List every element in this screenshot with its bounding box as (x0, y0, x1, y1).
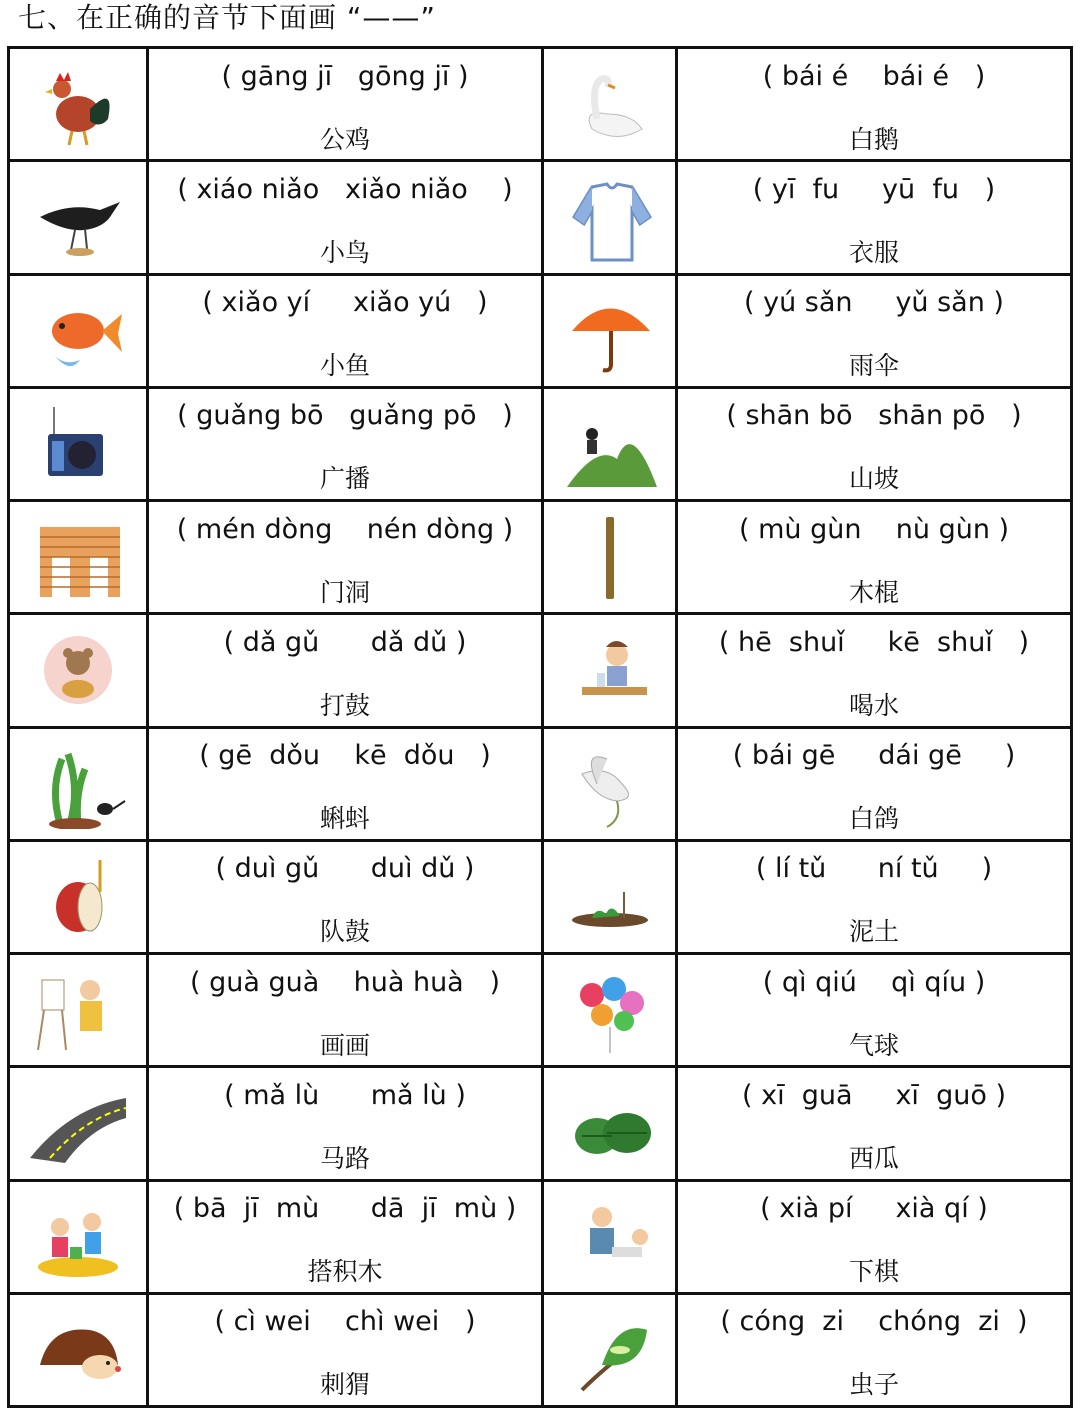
pinyin-options[interactable]: ( cì wei chì wei ) (214, 1306, 476, 1338)
soil-icon (562, 852, 658, 942)
archway-icon (30, 512, 126, 602)
answer-cell (677, 1067, 1072, 1180)
pinyin-options[interactable]: ( qì qiú qì qíu ) (762, 966, 986, 998)
bird-icon (30, 172, 126, 262)
pinyin-options[interactable]: ( gē dǒu kē dǒu ) (199, 740, 491, 772)
hanzi-word: 打鼓 (319, 690, 370, 720)
pinyin-options[interactable]: ( yī fu yū fu ) (752, 173, 996, 205)
pinyin-options[interactable]: ( mù gùn nù gùn ) (738, 513, 1010, 545)
picture-cell (543, 48, 677, 161)
picture-cell (9, 274, 148, 387)
table-row (9, 727, 1072, 840)
answer-cell (677, 1293, 1072, 1406)
picture-cell (543, 1180, 677, 1293)
picture-cell (9, 1293, 148, 1406)
pinyin-options[interactable]: ( xiǎo yí xiǎo yú ) (202, 287, 488, 319)
hanzi-word: 衣服 (848, 237, 899, 267)
hanzi-word: 泥土 (848, 917, 899, 947)
pinyin-options[interactable]: ( bā jī mù dā jī mù ) (173, 1193, 517, 1225)
table-row (9, 1293, 1072, 1406)
pinyin-options[interactable]: ( shān bō shān pō ) (726, 400, 1022, 432)
picture-cell (9, 387, 148, 500)
hanzi-word: 马路 (319, 1143, 370, 1173)
umbrella-icon (562, 286, 658, 376)
answer-cell (148, 161, 543, 274)
balloons-icon (562, 965, 658, 1055)
answer-cell (148, 48, 543, 161)
answer-cell (148, 954, 543, 1067)
road-icon (30, 1078, 126, 1168)
answer-cell (148, 1293, 543, 1406)
table-row (9, 1180, 1072, 1293)
hanzi-word: 木棍 (848, 577, 899, 607)
table-row (9, 840, 1072, 953)
pinyin-options[interactable]: ( duì gǔ duì dǔ ) (215, 853, 475, 885)
picture-cell (543, 614, 677, 727)
hanzi-word: 蝌蚪 (319, 804, 370, 834)
picture-cell (543, 1067, 677, 1180)
picture-cell (543, 1293, 677, 1406)
answer-cell (677, 614, 1072, 727)
hanzi-word: 公鸡 (319, 124, 370, 154)
picture-cell (543, 274, 677, 387)
boy-drinking-icon (562, 625, 658, 715)
hanzi-word: 队鼓 (319, 917, 370, 947)
pinyin-options[interactable]: ( gāng jī gōng jī ) (221, 60, 469, 92)
shirt-icon (562, 172, 658, 262)
answer-cell (677, 954, 1072, 1067)
watermelon-icon (562, 1078, 658, 1168)
answer-cell (677, 48, 1072, 161)
hanzi-word: 白鸽 (848, 804, 899, 834)
bear-drum-icon (30, 625, 126, 715)
table-row (9, 387, 1072, 500)
answer-cell (148, 1180, 543, 1293)
hanzi-word: 广播 (319, 464, 370, 494)
hanzi-word: 画画 (319, 1030, 370, 1060)
answer-cell (677, 274, 1072, 387)
hanzi-word: 白鹅 (848, 124, 899, 154)
pinyin-options[interactable]: ( xià pí xià qí ) (760, 1193, 988, 1225)
worksheet-heading: 七、在正确的音节下面画 “——” (18, 1, 436, 34)
picture-cell (9, 840, 148, 953)
picture-cell (9, 727, 148, 840)
answer-cell (148, 727, 543, 840)
answer-cell (148, 387, 543, 500)
hanzi-word: 西瓜 (848, 1143, 899, 1173)
table-row (9, 1067, 1072, 1180)
table-row (9, 954, 1072, 1067)
chess-players-icon (562, 1192, 658, 1282)
picture-cell (543, 501, 677, 614)
hanzi-word: 门洞 (319, 577, 370, 607)
pinyin-options[interactable]: ( bái gē dái gē ) (732, 740, 1016, 772)
pinyin-options[interactable]: ( cóng zi chóng zi ) (720, 1306, 1028, 1338)
picture-cell (9, 48, 148, 161)
hanzi-word: 山坡 (848, 464, 899, 494)
picture-cell (9, 1180, 148, 1293)
answer-cell (148, 274, 543, 387)
tadpole-icon (30, 739, 126, 829)
picture-cell (543, 954, 677, 1067)
picture-cell (543, 727, 677, 840)
fish-icon (30, 286, 126, 376)
table-row (9, 161, 1072, 274)
picture-cell (543, 161, 677, 274)
pinyin-options[interactable]: ( guà guà huà huà ) (189, 966, 501, 998)
pinyin-table (7, 46, 1073, 1408)
blocks-kids-icon (30, 1192, 126, 1282)
answer-cell (677, 840, 1072, 953)
table-row (9, 48, 1072, 161)
answer-cell (148, 614, 543, 727)
picture-cell (543, 840, 677, 953)
answer-cell (677, 727, 1072, 840)
picture-cell (9, 161, 148, 274)
picture-cell (543, 387, 677, 500)
hanzi-word: 下棋 (848, 1257, 899, 1287)
pinyin-options[interactable]: ( xiáo niǎo xiǎo niǎo ) (177, 173, 513, 205)
pinyin-options[interactable]: ( dǎ gǔ dǎ dǔ ) (223, 626, 467, 658)
hill-icon (562, 399, 658, 489)
table-row (9, 614, 1072, 727)
pinyin-options[interactable]: ( bái é bái é ) (762, 60, 986, 92)
pinyin-options[interactable]: ( guǎng bō guǎng pō ) (177, 400, 513, 432)
hanzi-word: 小鱼 (319, 351, 370, 381)
pinyin-options[interactable]: ( lí tǔ ní tǔ ) (755, 853, 993, 885)
caterpillar-icon (562, 1305, 658, 1395)
stick-icon (562, 512, 658, 602)
pinyin-options[interactable]: ( mǎ lù mǎ lù ) (224, 1079, 466, 1111)
radio-icon (30, 399, 126, 489)
table-row (9, 501, 1072, 614)
answer-cell (677, 501, 1072, 614)
answer-cell (148, 840, 543, 953)
pinyin-options[interactable]: ( yú sǎn yǔ sǎn ) (744, 287, 1004, 319)
answer-cell (148, 501, 543, 614)
table-row (9, 274, 1072, 387)
hanzi-word: 搭积木 (307, 1257, 383, 1287)
rooster-icon (30, 59, 126, 149)
hanzi-word: 虫子 (848, 1370, 899, 1400)
hanzi-word: 气球 (848, 1030, 899, 1060)
hanzi-word: 雨伞 (848, 351, 899, 381)
picture-cell (9, 501, 148, 614)
hanzi-word: 刺猬 (319, 1370, 370, 1400)
pinyin-options[interactable]: ( mén dòng nén dòng ) (176, 513, 514, 545)
picture-cell (9, 614, 148, 727)
pinyin-options[interactable]: ( xī guā xī guō ) (741, 1079, 1006, 1111)
drum-icon (30, 852, 126, 942)
answer-cell (677, 387, 1072, 500)
pinyin-options[interactable]: ( hē shuǐ kē shuǐ ) (718, 626, 1030, 658)
answer-cell (677, 1180, 1072, 1293)
swan-icon (562, 59, 658, 149)
answer-cell (148, 1067, 543, 1180)
hanzi-word: 小鸟 (319, 237, 370, 267)
dove-icon (562, 739, 658, 829)
hanzi-word: 喝水 (848, 690, 899, 720)
painter-icon (30, 965, 126, 1055)
answer-cell (677, 161, 1072, 274)
picture-cell (9, 1067, 148, 1180)
hedgehog-icon (30, 1305, 126, 1395)
picture-cell (9, 954, 148, 1067)
